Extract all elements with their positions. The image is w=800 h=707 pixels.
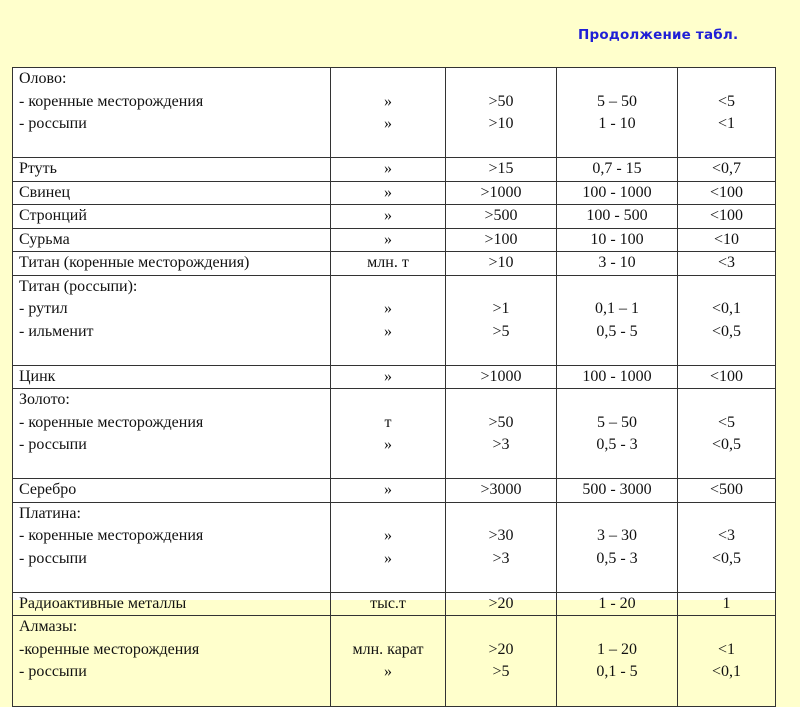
cell-line: <5: [717, 413, 736, 431]
table-row: [13, 592, 776, 616]
cell-line: - коренные месторождения: [19, 413, 204, 431]
cell-line: [678, 276, 775, 299]
threshold-large-cell: [446, 205, 557, 229]
cell-line: 0,5 - 5: [596, 322, 638, 340]
cell-line: >1: [492, 300, 510, 317]
cell-line: Стронций: [19, 207, 87, 224]
threshold-medium-cell: [557, 389, 678, 479]
cell-line: >3: [492, 549, 510, 567]
cell-line: - россыпи: [19, 115, 87, 132]
unit-cell: [331, 592, 446, 616]
table-continuation-caption: Продолжение табл.: [578, 27, 739, 43]
threshold-large-cell: [446, 592, 557, 616]
mineral-name-cell: [13, 616, 331, 707]
cell-line: - россыпи: [19, 663, 87, 680]
threshold-large-cell: [446, 275, 557, 365]
mineral-name-cell: [13, 228, 331, 252]
cell-line: 1 – 20: [597, 640, 637, 658]
cell-line: >5: [492, 322, 510, 340]
deposits-table: [12, 67, 776, 707]
cell-line: млн. карат: [352, 640, 424, 658]
table-body: [13, 68, 776, 707]
threshold-large-cell: [446, 616, 557, 707]
cell-line: »: [384, 115, 392, 132]
unit-cell: [331, 205, 446, 229]
threshold-medium-cell: [557, 502, 678, 592]
cell-line: - ильменит: [19, 322, 94, 340]
cell-line: »: [384, 663, 392, 680]
cell-line: тыс.т: [370, 594, 406, 612]
cell-line: >500: [484, 207, 518, 224]
cell-line: 500 - 3000: [582, 481, 652, 498]
cell-line: »: [384, 436, 392, 453]
table-row: [13, 275, 776, 365]
unit-cell: [331, 68, 446, 158]
threshold-large-cell: [446, 181, 557, 205]
cell-line: >50: [488, 92, 514, 110]
cell-line: 10 - 100: [590, 230, 644, 248]
unit-cell: [331, 389, 446, 479]
cell-line: <5: [717, 92, 736, 110]
threshold-medium-cell: [557, 365, 678, 389]
cell-line: [446, 684, 556, 707]
cell-line: Алмазы:: [19, 618, 78, 635]
cell-line: [557, 616, 677, 639]
cell-line: <0,5: [711, 322, 742, 340]
threshold-small-cell: [678, 228, 776, 252]
threshold-medium-cell: [557, 479, 678, 503]
unit-cell: [331, 181, 446, 205]
cell-line: »: [384, 230, 392, 248]
mineral-name-cell: [13, 252, 331, 276]
unit-cell: [331, 365, 446, 389]
cell-line: 0,5 - 3: [596, 549, 638, 567]
cell-line: Титан (коренные месторождения): [19, 254, 250, 271]
threshold-medium-cell: [557, 616, 678, 707]
threshold-large-cell: [446, 158, 557, 182]
threshold-small-cell: [678, 158, 776, 182]
table-row: [13, 181, 776, 205]
cell-line: >15: [488, 160, 514, 177]
threshold-small-cell: [678, 592, 776, 616]
threshold-small-cell: [678, 252, 776, 276]
cell-line: »: [384, 367, 392, 385]
cell-line: [678, 389, 775, 412]
threshold-large-cell: [446, 389, 557, 479]
cell-line: <0,1: [711, 300, 742, 317]
cell-line: <1: [717, 640, 736, 658]
unit-cell: [331, 502, 446, 592]
threshold-medium-cell: [557, 68, 678, 158]
cell-line: >50: [488, 413, 514, 431]
cell-line: Титан (россыпи):: [19, 277, 138, 295]
threshold-medium-cell: [557, 181, 678, 205]
cell-line: »: [384, 300, 392, 317]
cell-line: [446, 276, 556, 299]
threshold-medium-cell: [557, 592, 678, 616]
threshold-small-cell: [678, 502, 776, 592]
threshold-large-cell: [446, 68, 557, 158]
cell-line: <0,1: [711, 663, 742, 680]
cell-line: [331, 68, 445, 91]
cell-line: >20: [488, 594, 514, 612]
cell-line: - коренные месторождения: [19, 92, 204, 110]
mineral-name-cell: [13, 502, 331, 592]
table-row: [13, 228, 776, 252]
cell-line: <1: [717, 115, 736, 132]
cell-line: -коренные месторождения: [19, 640, 200, 658]
cell-line: <100: [709, 367, 744, 385]
unit-cell: [331, 616, 446, 707]
threshold-large-cell: [446, 252, 557, 276]
cell-line: - рутил: [19, 300, 68, 317]
cell-line: Серебро: [19, 481, 77, 498]
cell-line: [678, 616, 775, 639]
table-row: [13, 68, 776, 158]
cell-line: [557, 276, 677, 299]
cell-line: Золото:: [19, 391, 70, 408]
cell-line: >5: [492, 663, 510, 680]
cell-line: 0,1 - 5: [596, 663, 638, 680]
threshold-medium-cell: [557, 275, 678, 365]
mineral-name-cell: [13, 365, 331, 389]
cell-line: »: [384, 183, 392, 201]
cell-line: <3: [717, 254, 736, 271]
cell-line: 100 - 1000: [582, 183, 652, 201]
mineral-name-cell: [13, 592, 331, 616]
threshold-large-cell: [446, 365, 557, 389]
cell-line: 100 - 500: [586, 207, 648, 224]
cell-line: >20: [488, 640, 514, 658]
cell-line: <0,5: [711, 549, 742, 567]
cell-line: >10: [488, 254, 514, 271]
cell-line: - россыпи: [19, 549, 87, 567]
cell-line: 1 - 20: [598, 594, 636, 612]
cell-line: »: [384, 481, 392, 498]
cell-line: 0,7 - 15: [592, 160, 642, 177]
cell-line: [557, 68, 677, 91]
cell-line: >100: [484, 230, 518, 248]
cell-line: 0,5 - 3: [596, 436, 638, 453]
threshold-medium-cell: [557, 252, 678, 276]
unit-cell: [331, 479, 446, 503]
cell-line: »: [384, 549, 392, 567]
threshold-small-cell: [678, 205, 776, 229]
mineral-name-cell: [13, 158, 331, 182]
threshold-small-cell: [678, 68, 776, 158]
cell-line: [557, 389, 677, 412]
threshold-small-cell: [678, 181, 776, 205]
mineral-name-cell: [13, 205, 331, 229]
cell-line: т: [384, 413, 392, 431]
cell-line: [446, 616, 556, 639]
cell-line: »: [384, 160, 392, 177]
table-sheet: [12, 67, 775, 680]
cell-line: Олово:: [19, 70, 67, 87]
cell-line: [446, 389, 556, 412]
cell-line: >10: [488, 115, 514, 132]
cell-line: <10: [713, 230, 740, 248]
cell-line: [557, 503, 677, 526]
cell-line: [557, 684, 677, 707]
cell-line: <0,7: [711, 160, 742, 177]
threshold-large-cell: [446, 479, 557, 503]
cell-line: <0,5: [711, 436, 742, 453]
cell-line: [446, 503, 556, 526]
table-row: [13, 205, 776, 229]
cell-line: Радиоактивные металлы: [19, 594, 187, 612]
cell-line: >1000: [480, 367, 522, 385]
cell-line: »: [384, 527, 392, 544]
table-row: [13, 616, 776, 707]
cell-line: 5 – 50: [597, 413, 637, 431]
cell-line: [331, 503, 445, 526]
unit-cell: [331, 228, 446, 252]
mineral-name-cell: [13, 275, 331, 365]
cell-line: 100 - 1000: [582, 367, 652, 385]
threshold-small-cell: [678, 275, 776, 365]
cell-line: Цинк: [19, 367, 56, 385]
cell-line: [678, 68, 775, 91]
table-row: [13, 479, 776, 503]
cell-line: >3: [492, 436, 510, 453]
cell-line: - россыпи: [19, 436, 87, 453]
mineral-name-cell: [13, 479, 331, 503]
cell-line: Ртуть: [19, 160, 57, 177]
cell-line: [678, 684, 775, 707]
cell-line: млн. т: [367, 254, 409, 271]
table-row: [13, 389, 776, 479]
cell-line: <500: [709, 481, 744, 498]
mineral-name-cell: [13, 389, 331, 479]
cell-line: »: [384, 322, 392, 340]
cell-line: »: [384, 92, 392, 110]
cell-line: <3: [717, 527, 736, 544]
cell-line: 0,1 – 1: [595, 300, 639, 317]
threshold-medium-cell: [557, 158, 678, 182]
table-row: [13, 365, 776, 389]
threshold-medium-cell: [557, 228, 678, 252]
threshold-large-cell: [446, 228, 557, 252]
cell-line: 1: [722, 594, 731, 612]
threshold-large-cell: [446, 502, 557, 592]
cell-line: Свинец: [19, 183, 71, 201]
cell-line: [678, 503, 775, 526]
unit-cell: [331, 158, 446, 182]
cell-line: 3 - 10: [598, 254, 636, 271]
table-row: [13, 502, 776, 592]
cell-line: 5 – 50: [597, 92, 637, 110]
cell-line: - коренные месторождения: [19, 527, 204, 544]
cell-line: 1 - 10: [598, 115, 636, 132]
threshold-medium-cell: [557, 205, 678, 229]
cell-line: [19, 684, 330, 707]
mineral-name-cell: [13, 181, 331, 205]
cell-line: [331, 276, 445, 299]
cell-line: >3000: [480, 481, 522, 498]
cell-line: >30: [488, 527, 514, 544]
cell-line: <100: [709, 207, 744, 224]
cell-line: Сурьма: [19, 230, 70, 248]
unit-cell: [331, 275, 446, 365]
cell-line: Платина:: [19, 504, 81, 522]
unit-cell: [331, 252, 446, 276]
cell-line: [331, 389, 445, 412]
threshold-small-cell: [678, 365, 776, 389]
cell-line: >1000: [480, 183, 522, 201]
threshold-small-cell: [678, 389, 776, 479]
table-row: [13, 158, 776, 182]
cell-line: [331, 684, 445, 707]
table-row: [13, 252, 776, 276]
cell-line: [446, 68, 556, 91]
cell-line: [331, 616, 445, 639]
threshold-small-cell: [678, 479, 776, 503]
mineral-name-cell: [13, 68, 331, 158]
cell-line: <100: [709, 183, 744, 201]
threshold-small-cell: [678, 616, 776, 707]
cell-line: »: [384, 207, 392, 224]
cell-line: 3 – 30: [597, 527, 637, 544]
